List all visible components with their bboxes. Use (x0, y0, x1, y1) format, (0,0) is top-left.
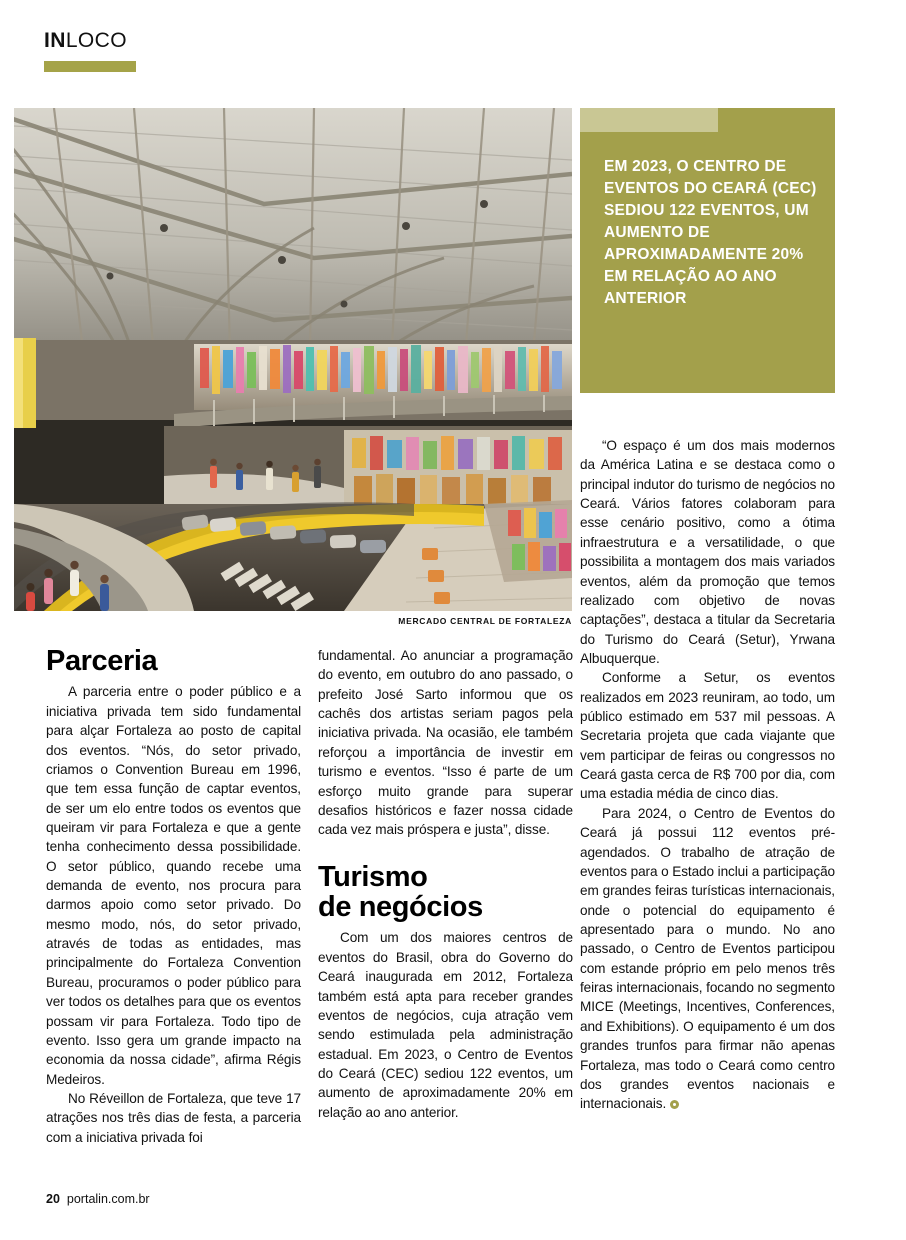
pullquote-accent-tab (580, 108, 718, 132)
section-heading-line-2: de negócios (318, 891, 483, 924)
section-heading-line-1: Turismo (318, 860, 428, 893)
market-interior-illustration (14, 108, 572, 611)
end-mark-icon (670, 1100, 679, 1109)
photo-caption: MERCADO CENTRAL DE FORTALEZA (398, 616, 572, 626)
section-heading-parceria: Parceria (46, 645, 158, 677)
page-footer (46, 1192, 150, 1206)
page-number: 20 (46, 1192, 60, 1206)
section-heading-turismo (318, 862, 573, 923)
paragraph-text: Para 2024, o Centro de Eventos do Ceará já possui 112 eventos pré-agendados. O trabalho de atração de eventos para o Estado inclui a participação em grandes feiras turísticas internacionais, onde o potencial do equipamento é apresentado para o mundo. No ano passado, o Centro de Eventos participou com estande próprio em pelo menos três feiras internacionais, focando no segmento MICE (Meetings, Incentives, Conferences, and Exhibitions). O equipamento é um dos grandes trunfos para firmar não apenas Fortaleza, mas todo o Ceará como centro dos grandes eventos nacionais e internacionais. (580, 805, 835, 1112)
masthead-title-light: LOCO (65, 29, 127, 52)
article-photo (14, 108, 572, 611)
masthead (44, 30, 344, 72)
paragraph: Com um dos maiores centros de eventos do Brasil, obra do Governo do Ceará inaugurada em 2012, Fortaleza também está apta para receber grandes eventos de negócios, cuja atração vem sendo estimulada pela administração estadual. Em 2023, o Centro de Eventos do Ceará (CEC) sediou 122 eventos, um aumento de aproximadamente 20% em relação ao ano anterior. (318, 930, 573, 1120)
masthead-title (44, 30, 344, 51)
footer-site-url: portalin.com.br (66, 1192, 150, 1206)
masthead-accent-rule (44, 61, 136, 72)
paragraph: “O espaço é um dos mais modernos da América Latina e se destaca como o principal indutor do turismo de negócios no Ceará. Vários fatores colaboram para esse cenário positivo, como a ótima infraestrutura e a versatilidade, o que possibilita a montagem dos mais variados eventos, além da promoção que temos realizado com objetivo de novas captações”, destaca a titular da Secretaria do Turismo do Ceará (Setur), Yrwana Albuquerque. (580, 438, 835, 666)
paragraph-final (580, 804, 835, 1114)
paragraph: A parceria entre o poder público e a iniciativa privada tem sido fundamental para alçar Fortaleza ao posto de capital dos eventos. “Nós, do setor privado, criamos o Convention Bureau em 1996, que tem essa função de captar eventos, de ser um elo entre todos os eventos que queiram vir para Fortaleza e que a gente tenha conhecimento dessa possibilidade. O setor público, quando recebe uma demanda de evento, nos procura para darmos apoio como setor privado. Do mesmo modo, nós, do setor privado, através de todas as entidades, mas principalmente do Fortaleza Convention Bureau, procuramos o poder público para ver todos os detalhes para que os eventos possam vir para Fortaleza. Todo tipo de evento. Isso gera um grande impacto na economia da nossa cidade”, afirma Régis Medeiros. (46, 684, 301, 1087)
text-column-3 (580, 436, 835, 1114)
pullquote-box (580, 108, 835, 393)
text-column-2 (318, 646, 573, 1122)
masthead-title-bold: IN (44, 29, 66, 52)
paragraph: Conforme a Setur, os eventos realizados em 2023 reuniram, ao todo, um público estimado em 537 mil pessoas. A Secretaria projeta que cada viajante que vem participar de feiras ou congressos no Ceará gasta cerca de R$ 700 por dia, com uma estadia média de cinco dias. (580, 670, 835, 802)
paragraph: No Réveillon de Fortaleza, que teve 17 atrações nos três dias de festa, a parceria com a iniciativa privada foi (46, 1090, 301, 1145)
pullquote-text: EM 2023, O CENTRO DE EVENTOS DO CEARÁ (CEC) SEDIOU 122 EVENTOS, UM AUMENTO DE APROXIMADAMENTE 20% EM RELAÇÃO AO ANO ANTERIOR (604, 158, 817, 307)
text-column-1 (46, 646, 301, 1147)
paragraph: fundamental. Ao anunciar a programação do evento, em outubro do ano passado, o prefeito José Sarto informou que os cachês dos artistas seriam pagos pela iniciativa privada. Na ocasião, ele também reforçou a importância de investir em turismo e eventos. “Isso é parte de um esforço muito grande para superar desafios históricos e fazer nossa cidade cada vez mais próspera e justa”, disse. (318, 648, 573, 838)
